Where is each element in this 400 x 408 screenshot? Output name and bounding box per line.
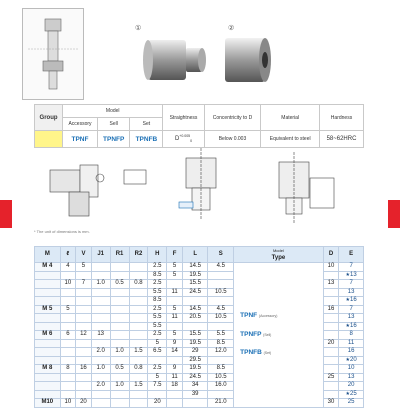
cell-s (208, 390, 234, 399)
cell-L: 19.5 (182, 365, 208, 374)
cell-s: 12.0 (208, 348, 234, 357)
dimension-table (34, 246, 364, 408)
cell-e (339, 348, 364, 357)
cell-f: 5 (167, 305, 183, 314)
type-entry (240, 349, 323, 358)
cell-e (339, 339, 364, 348)
cell-L (182, 297, 208, 306)
cell-e (339, 331, 364, 340)
cell-r2: 0.8 (129, 365, 148, 374)
set-header: Set (130, 118, 163, 131)
cell-h: 2.5 (148, 280, 167, 289)
cell-L: 19.5 (182, 271, 208, 280)
cell-d (323, 348, 339, 357)
cell-e (339, 365, 364, 374)
cell-r1 (110, 373, 129, 382)
cell-h: 5.5 (148, 322, 167, 331)
cell-L: 19.5 (182, 339, 208, 348)
cell-f: 5 (167, 331, 183, 340)
e-value: 16 (350, 297, 357, 303)
hardness-header: Hardness (320, 105, 364, 131)
cell-e (339, 305, 364, 314)
cell-s (208, 280, 234, 289)
cell-v (76, 373, 92, 382)
cell-r1: 0.5 (110, 280, 129, 289)
cell-e (339, 297, 364, 306)
left-red-bar (0, 200, 12, 228)
cell-r1 (110, 339, 129, 348)
cell-h: 5.5 (148, 288, 167, 297)
cell-f: 11 (167, 288, 183, 297)
e-value: 10 (347, 365, 355, 371)
model-header: Model (63, 105, 163, 118)
cell-r1 (110, 322, 129, 331)
code-accessory: TPNF (63, 131, 98, 148)
cell-f: 14 (167, 348, 183, 357)
cell-m: M 5 (35, 305, 61, 314)
cell-m (35, 271, 61, 280)
cell-L: 24.5 (182, 288, 208, 297)
cell-d (323, 297, 339, 306)
type-code: TPNFP (240, 330, 262, 338)
cell-L: 39 (182, 390, 208, 399)
cell-r2 (129, 356, 148, 365)
section-drawing-thumbnail (22, 8, 84, 100)
cell-d (323, 314, 339, 323)
cell-h: 20 (148, 399, 167, 408)
cell-s: 10.5 (208, 373, 234, 382)
cell-h (148, 390, 167, 399)
pin-photo-1-icon (140, 30, 210, 90)
cell-r2 (129, 288, 148, 297)
cell-r2: 0.8 (129, 280, 148, 289)
cell-j: 13 (91, 331, 110, 340)
cell-e (339, 382, 364, 391)
material-value: Equivalent to steel (261, 131, 320, 148)
photo-number-2: ② (228, 25, 235, 32)
cell-L: 20.5 (182, 314, 208, 323)
cell-r2: 1.5 (129, 348, 148, 357)
cell-j (91, 339, 110, 348)
cell-v: 16 (76, 365, 92, 374)
cell-j (91, 305, 110, 314)
cell-L: 29 (182, 348, 208, 357)
col-d: D (323, 247, 339, 263)
cell-h: 7.5 (148, 382, 167, 391)
cell-L (182, 322, 208, 331)
cell-r2 (129, 314, 148, 323)
photo-number-1: ① (135, 25, 142, 32)
cell-d (323, 271, 339, 280)
footnote: * The unit of dimensions is mm. (34, 229, 90, 234)
e-value: 13 (347, 314, 355, 320)
cell-l (60, 348, 76, 357)
cell-f (167, 356, 183, 365)
cell-l (60, 356, 76, 365)
col-v: V (76, 247, 92, 263)
cell-r1 (110, 390, 129, 399)
star-icon: ★ (345, 356, 351, 363)
cell-l (60, 339, 76, 348)
cell-v (76, 339, 92, 348)
cell-f: 11 (167, 314, 183, 323)
cell-r1 (110, 314, 129, 323)
material-header: Material (261, 105, 320, 131)
star-icon: ★ (345, 322, 351, 329)
cell-e (339, 373, 364, 382)
cell-l (60, 373, 76, 382)
cell-j: 1.0 (91, 280, 110, 289)
cell-j: 2.0 (91, 382, 110, 391)
cell-l (60, 390, 76, 399)
cell-f (167, 297, 183, 306)
cell-r1 (110, 331, 129, 340)
pin-photo-2-icon (220, 30, 275, 90)
cell-r2 (129, 305, 148, 314)
cell-f (167, 390, 183, 399)
cell-l: 5 (60, 305, 76, 314)
col-l: ℓ (60, 247, 76, 263)
cell-s: 4.5 (208, 305, 234, 314)
cell-h: 8.5 (148, 271, 167, 280)
cell-v (76, 297, 92, 306)
cell-e (339, 314, 364, 323)
sell-header: Sell (97, 118, 130, 131)
col-type: Model Type (234, 247, 324, 263)
cell-j: 1.0 (91, 365, 110, 374)
col-r2: R2 (129, 247, 148, 263)
cell-f: 18 (167, 382, 183, 391)
cell-s (208, 271, 234, 280)
cell-s: 4.5 (208, 263, 234, 272)
straightness-header: Straightness (163, 105, 204, 131)
cell-L: 24.5 (182, 373, 208, 382)
cell-h: 2.5 (148, 365, 167, 374)
cell-e (339, 288, 364, 297)
cell-d: 30 (323, 399, 339, 408)
cell-e (339, 390, 364, 399)
cell-f: 5 (167, 263, 183, 272)
cell-l (60, 322, 76, 331)
cell-d (323, 390, 339, 399)
cell-j (91, 314, 110, 323)
cell-l: 10 (60, 280, 76, 289)
col-h: H (148, 247, 167, 263)
cell-r1 (110, 288, 129, 297)
cell-e (339, 322, 364, 331)
type-code: TPNF (240, 312, 258, 319)
cell-v (76, 348, 92, 357)
cell-s: 16.0 (208, 382, 234, 391)
cell-f: 9 (167, 339, 183, 348)
cell-d (323, 382, 339, 391)
cell-v (76, 314, 92, 323)
e-value: 13 (347, 373, 355, 380)
cell-r2: 1.5 (129, 382, 148, 391)
cell-v (76, 271, 92, 280)
cell-m (35, 356, 61, 365)
cell-e (339, 271, 364, 280)
cell-L: 29.5 (182, 356, 208, 365)
e-value: 16 (347, 348, 355, 354)
e-value: 25 (347, 399, 355, 405)
cell-h: 8.5 (148, 297, 167, 306)
cell-r2 (129, 297, 148, 306)
cell-m (35, 322, 61, 331)
type-entry (240, 312, 323, 321)
cell-s: 10.5 (208, 288, 234, 297)
cell-m (35, 382, 61, 391)
right-red-bar (388, 200, 400, 228)
cell-r1 (110, 356, 129, 365)
col-e: E (339, 247, 364, 263)
cell-r1: 1.0 (110, 382, 129, 391)
type-entry (240, 331, 323, 340)
cell-j (91, 390, 110, 399)
cell-L: 15.5 (182, 280, 208, 289)
cell-j: 2.0 (91, 348, 110, 357)
cell-r2 (129, 390, 148, 399)
cell-m (35, 288, 61, 297)
cell-l (60, 288, 76, 297)
cell-h: 5.5 (148, 314, 167, 323)
type-note: (Set) (263, 351, 272, 355)
cell-h (148, 356, 167, 365)
cell-r1 (110, 297, 129, 306)
cell-m (35, 348, 61, 357)
cell-l: 6 (60, 331, 76, 340)
cell-d: 10 (323, 263, 339, 272)
cell-l: 4 (60, 263, 76, 272)
cell-h: 2.5 (148, 263, 167, 272)
cell-d: 16 (323, 305, 339, 314)
code-sell: TPNFP (97, 131, 130, 148)
cell-d (323, 322, 339, 331)
e-value: 13 (350, 271, 357, 278)
cell-v (76, 382, 92, 391)
cell-m: M 4 (35, 263, 61, 272)
type-code: TPNFB (240, 349, 262, 356)
e-value: 20 (350, 356, 357, 363)
cell-l (60, 271, 76, 280)
col-L: L (182, 247, 208, 263)
type-cell (234, 263, 324, 408)
cell-s: 5.5 (208, 331, 234, 340)
col-m: M (35, 247, 61, 263)
cell-L: 14.5 (182, 305, 208, 314)
cell-r2 (129, 263, 148, 272)
cell-L: 15.5 (182, 331, 208, 340)
concentricity-header: Concentricity to D (204, 105, 261, 131)
cell-f: 5 (167, 271, 183, 280)
cell-e (339, 356, 364, 365)
cell-s (208, 322, 234, 331)
cell-m (35, 297, 61, 306)
cell-v (76, 356, 92, 365)
cell-h: 5 (148, 373, 167, 382)
cell-e (339, 263, 364, 272)
cell-m (35, 280, 61, 289)
cell-s: 10.5 (208, 314, 234, 323)
type-note: (Accessory) (258, 314, 278, 318)
cell-m (35, 373, 61, 382)
cell-j (91, 373, 110, 382)
col-f: F (167, 247, 183, 263)
e-value: 16 (350, 322, 357, 329)
cell-m: M 6 (35, 331, 61, 340)
col-s: S (208, 247, 234, 263)
cell-d: 25 (323, 373, 339, 382)
cell-r1 (110, 305, 129, 314)
cell-h: 5 (148, 339, 167, 348)
cell-d (323, 288, 339, 297)
cell-l: 8 (60, 365, 76, 374)
cell-l (60, 382, 76, 391)
cell-d (323, 356, 339, 365)
pin-sketch-icon (23, 9, 83, 99)
col-r1: R1 (110, 247, 129, 263)
group-header: Group (35, 105, 63, 131)
star-icon: ★ (345, 271, 351, 278)
cell-s: 8.5 (208, 339, 234, 348)
straightness-value: $D^{+0.005}_0$ (163, 131, 204, 148)
cell-f (167, 322, 183, 331)
code-set: TPNFB (130, 131, 163, 148)
cell-r2 (129, 271, 148, 280)
cell-v (76, 322, 92, 331)
cell-r1 (110, 263, 129, 272)
cell-r1 (110, 271, 129, 280)
table-row (35, 263, 364, 272)
cell-l (60, 314, 76, 323)
cell-j (91, 263, 110, 272)
cell-m (35, 339, 61, 348)
cell-m: M10 (35, 399, 61, 408)
e-value: 8 (349, 331, 353, 337)
cell-d: 13 (323, 280, 339, 289)
cell-r2 (129, 373, 148, 382)
cell-L: 14.5 (182, 263, 208, 272)
cell-j (91, 356, 110, 365)
cell-s: 8.5 (208, 365, 234, 374)
cell-j (91, 297, 110, 306)
cell-l: 10 (60, 399, 76, 408)
cell-d (323, 365, 339, 374)
cell-s: 21.0 (208, 399, 234, 408)
cell-s (208, 356, 234, 365)
cell-s (208, 297, 234, 306)
e-value: 11 (348, 339, 355, 346)
type-note: (Sell) (263, 332, 272, 337)
cell-m: M 8 (35, 365, 61, 374)
cell-v: 5 (76, 263, 92, 272)
cell-v (76, 288, 92, 297)
hardness-value: 58~62HRC (320, 131, 364, 148)
cell-l (60, 297, 76, 306)
cell-m (35, 390, 61, 399)
cell-h: 6.5 (148, 348, 167, 357)
e-value: 13 (347, 288, 355, 295)
e-value: 7 (349, 263, 353, 269)
col-j1: J1 (91, 247, 110, 263)
cell-r2 (129, 339, 148, 348)
cell-r1: 0.5 (110, 365, 129, 374)
star-icon: ★ (345, 297, 351, 303)
cell-v: 12 (76, 331, 92, 340)
cell-r2 (129, 331, 148, 340)
star-icon: ★ (345, 390, 351, 397)
cell-j (91, 271, 110, 280)
accessory-header: Accessory (63, 118, 98, 131)
e-value: 20 (347, 382, 355, 388)
e-value: 7 (349, 280, 353, 286)
cell-j (91, 322, 110, 331)
cell-v: 20 (76, 399, 92, 408)
e-value: 25 (350, 390, 357, 397)
technical-drawings (34, 140, 364, 228)
cell-f: 11 (167, 373, 183, 382)
cell-r2 (129, 322, 148, 331)
cell-f (167, 280, 183, 289)
cell-h: 2.5 (148, 305, 167, 314)
cell-L: 34 (182, 382, 208, 391)
cell-v (76, 390, 92, 399)
cell-d (323, 331, 339, 340)
cell-d: 20 (323, 339, 339, 348)
cell-h: 2.5 (148, 331, 167, 340)
cell-r1: 1.0 (110, 348, 129, 357)
e-value: 7 (349, 305, 353, 312)
cell-j (91, 288, 110, 297)
cell-v: 7 (76, 280, 92, 289)
cell-v (76, 305, 92, 314)
cell-e (339, 280, 364, 289)
concentricity-value: Below 0.003 (204, 131, 261, 148)
cell-f: 9 (167, 365, 183, 374)
cell-m (35, 314, 61, 323)
